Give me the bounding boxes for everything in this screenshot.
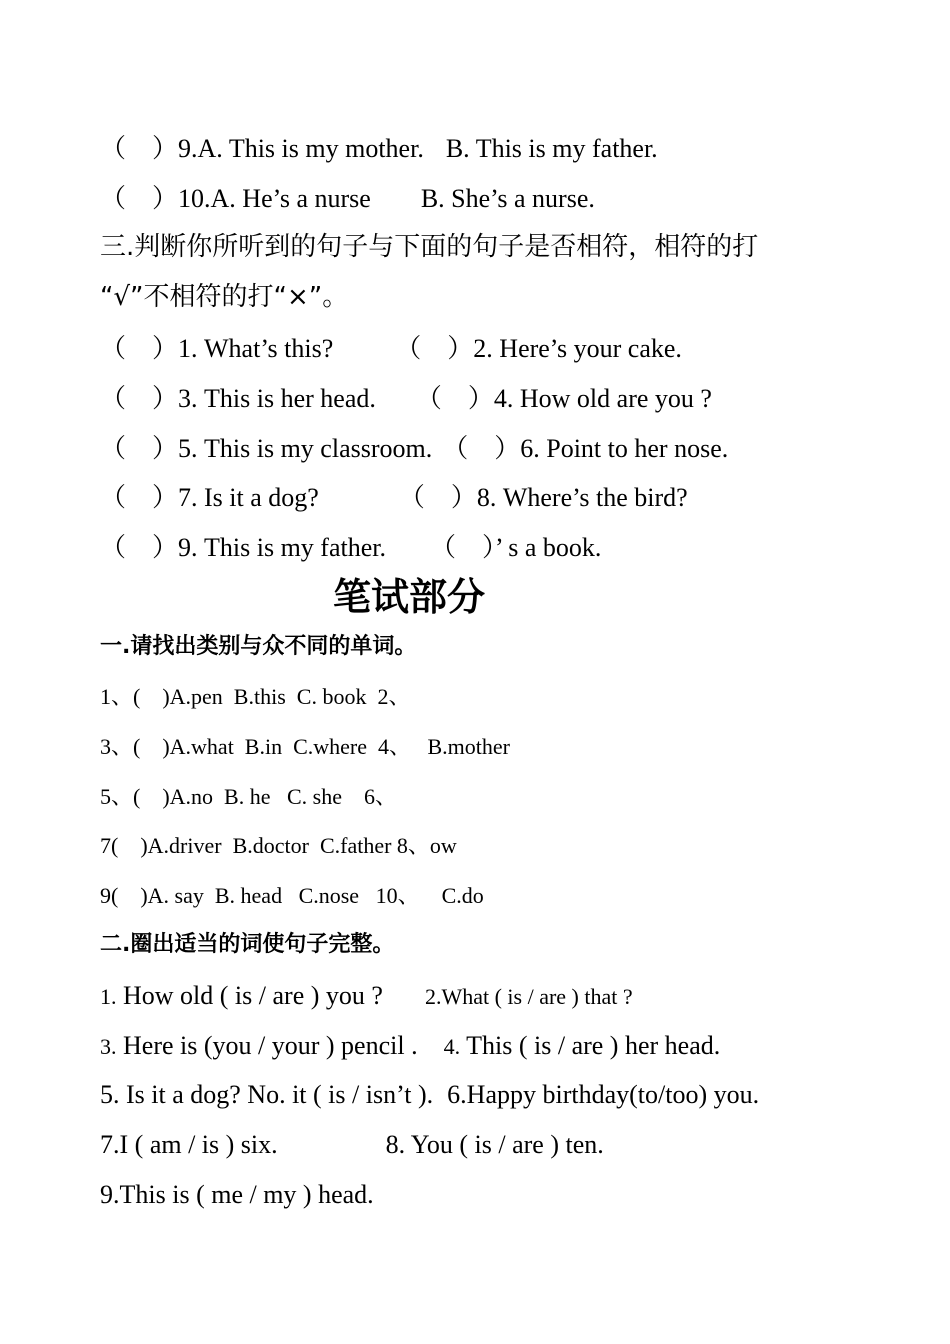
section3-heading-line1: 三.判断你所听到的句子与下面的句子是否相符，相符的打	[100, 232, 759, 262]
sentence: This ( is / are ) her head.	[460, 1031, 721, 1060]
answer-bracket[interactable]: （ ）	[398, 483, 477, 513]
sentence: 5. Is it a dog? No. it ( is / isn’t ).	[100, 1080, 434, 1109]
statement: 7. Is it a dog?	[178, 483, 319, 512]
part1-row: 7( )A.driver B.doctor C.father 8、ow	[100, 833, 457, 858]
answer-bracket[interactable]: （ ）	[100, 184, 179, 214]
statement: 5. This is my classroom.	[178, 434, 433, 463]
q10-option-b: B. She’s a nurse.	[420, 184, 595, 213]
sentence: 7.I ( am / is ) six.	[100, 1130, 278, 1159]
part2-row	[100, 1082, 759, 1108]
statement: 6. Point to her nose.	[520, 434, 729, 463]
section3-row	[100, 535, 601, 561]
listening-q9	[100, 136, 658, 162]
section3-heading-line2: “√”不相符的打“×”。	[100, 282, 349, 312]
part1-row: 9( )A. say B. head C.nose 10、 C.do	[100, 883, 484, 908]
section3-row	[100, 386, 712, 412]
sentence: 8. You ( is / are ) ten.	[385, 1130, 604, 1159]
sentence: Here is (you / your ) pencil .	[116, 1031, 418, 1060]
answer-bracket[interactable]: （ ）	[415, 384, 494, 414]
part1-row: 1、( )A.pen B.this C. book 2、	[100, 684, 411, 709]
q9-option-b: B. This is my father.	[445, 134, 658, 163]
section3-row	[100, 336, 682, 362]
statement: 3. This is her head.	[178, 384, 376, 413]
part1-heading: 一.请找出类别与众不同的单词。	[100, 634, 417, 659]
statement: 9. This is my father.	[178, 533, 386, 562]
statement: 4. How old are you ?	[493, 384, 712, 413]
section3-row	[100, 436, 728, 462]
answer-bracket[interactable]: （ ）	[395, 334, 474, 364]
answer-bracket[interactable]: （ ）	[100, 134, 179, 164]
answer-bracket[interactable]: （ ）	[442, 434, 521, 464]
statement: 1. What’s this?	[178, 334, 334, 363]
statement: 2. Here’s your cake.	[473, 334, 682, 363]
part2-row	[100, 1182, 374, 1208]
part1-row: 3、( )A.what B.in C.where 4、 B.mother	[100, 734, 510, 759]
answer-bracket[interactable]: （ ）	[100, 384, 179, 414]
part1-row: 5、( )A.no B. he C. she 6、	[100, 784, 397, 809]
part2-row	[100, 1033, 720, 1059]
sentence: 9.This is ( me / my ) head.	[100, 1180, 374, 1209]
listening-q10	[100, 186, 595, 212]
sentence: 2.What ( is / are ) that ?	[424, 984, 633, 1009]
statement: ’ s a book.	[495, 533, 602, 562]
answer-bracket[interactable]: （ ）	[100, 434, 179, 464]
section3-row	[100, 485, 688, 511]
answer-bracket[interactable]: （ ）	[100, 334, 179, 364]
item-number: 4.	[443, 1034, 461, 1059]
sentence: 6.Happy birthday(to/too) you.	[447, 1080, 760, 1109]
statement: 8. Where’s the bird?	[476, 483, 688, 512]
item-number: 1.	[100, 984, 117, 1009]
q9-option-a: 9.A. This is my mother.	[178, 134, 424, 163]
answer-bracket[interactable]: （ ）	[100, 483, 179, 513]
q10-option-a: 10.A. He’s a nurse	[178, 184, 371, 213]
part2-heading: 二.圈出适当的词使句子完整。	[100, 932, 395, 957]
answer-bracket[interactable]: （ ）	[430, 533, 496, 563]
sentence: How old ( is / are ) you ?	[116, 981, 383, 1010]
part2-row	[100, 983, 633, 1009]
item-number: 3.	[100, 1034, 117, 1059]
written-section-title: 笔试部分	[332, 575, 485, 619]
part2-row	[100, 1132, 604, 1158]
answer-bracket[interactable]: （ ）	[100, 533, 179, 563]
